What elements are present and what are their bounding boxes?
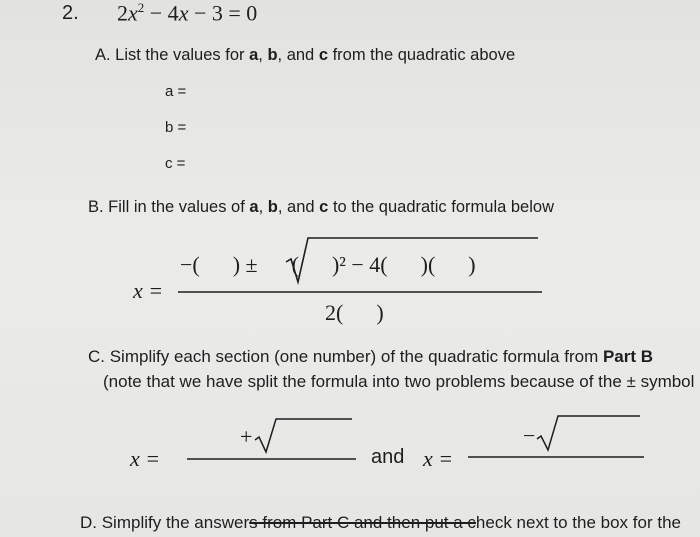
part-c-prefix: C. Simplify each section (one number) of the quadratic formula from bbox=[88, 347, 603, 366]
plus-x-label: x = bbox=[130, 446, 161, 471]
coef-c-label: c = bbox=[165, 155, 186, 172]
radicand: ( )² − 4( )( ) bbox=[291, 252, 476, 277]
part-a-suffix: from the quadratic above bbox=[328, 46, 516, 64]
minus-sign: − bbox=[523, 423, 536, 448]
part-a-b: b bbox=[267, 46, 278, 64]
eq-tail: − 3 = 0 bbox=[188, 0, 258, 26]
eq-exponent: 2 bbox=[137, 0, 145, 15]
part-a-sep2: , and bbox=[277, 46, 319, 64]
part-c-bold: Part B bbox=[602, 347, 654, 366]
formula-x-label: x = bbox=[133, 278, 164, 303]
numerator-neg-b: −( ) ± bbox=[180, 252, 258, 277]
eq-lead: 2 bbox=[117, 0, 128, 26]
part-b-sep2: , and bbox=[277, 198, 320, 216]
coef-b-label: b = bbox=[165, 119, 187, 136]
minus-radical-sign bbox=[537, 416, 640, 450]
coef-a-label: a = bbox=[165, 83, 187, 100]
part-b-c: c bbox=[319, 198, 329, 216]
part-d-prefix: D. Simplify the answer bbox=[80, 513, 250, 532]
part-d-struck-text: s from Part C and then put a c bbox=[249, 513, 476, 532]
formula-denominator: 2( ) bbox=[325, 300, 384, 325]
eq-middle: − 4 bbox=[144, 0, 179, 26]
part-a-a: a bbox=[249, 46, 259, 64]
part-d-suffix: heck next to the box for the bbox=[475, 513, 681, 532]
part-c-note: (note that we have split the formula into two problems because of the ± symbol bbox=[103, 372, 695, 391]
part-b-prefix: B. Fill in the values of bbox=[88, 198, 250, 216]
part-a-sep1: , bbox=[258, 46, 268, 64]
plus-sign: + bbox=[240, 424, 253, 449]
eq-x2: x bbox=[178, 0, 189, 26]
part-b-suffix: to the quadratic formula below bbox=[328, 198, 554, 216]
eq-x: x bbox=[128, 0, 138, 26]
part-a-c: c bbox=[318, 46, 329, 64]
part-b-sep1: , bbox=[258, 198, 268, 216]
and-word: and bbox=[371, 446, 405, 468]
formula-radical-sign bbox=[286, 238, 538, 282]
plus-radical-sign bbox=[255, 419, 352, 452]
part-b-b: b bbox=[267, 198, 278, 216]
part-b-a: a bbox=[249, 198, 259, 216]
part-a-prefix: A. List the values for bbox=[95, 46, 250, 64]
problem-number: 2. bbox=[62, 2, 79, 24]
minus-x-label: x = bbox=[423, 446, 454, 471]
